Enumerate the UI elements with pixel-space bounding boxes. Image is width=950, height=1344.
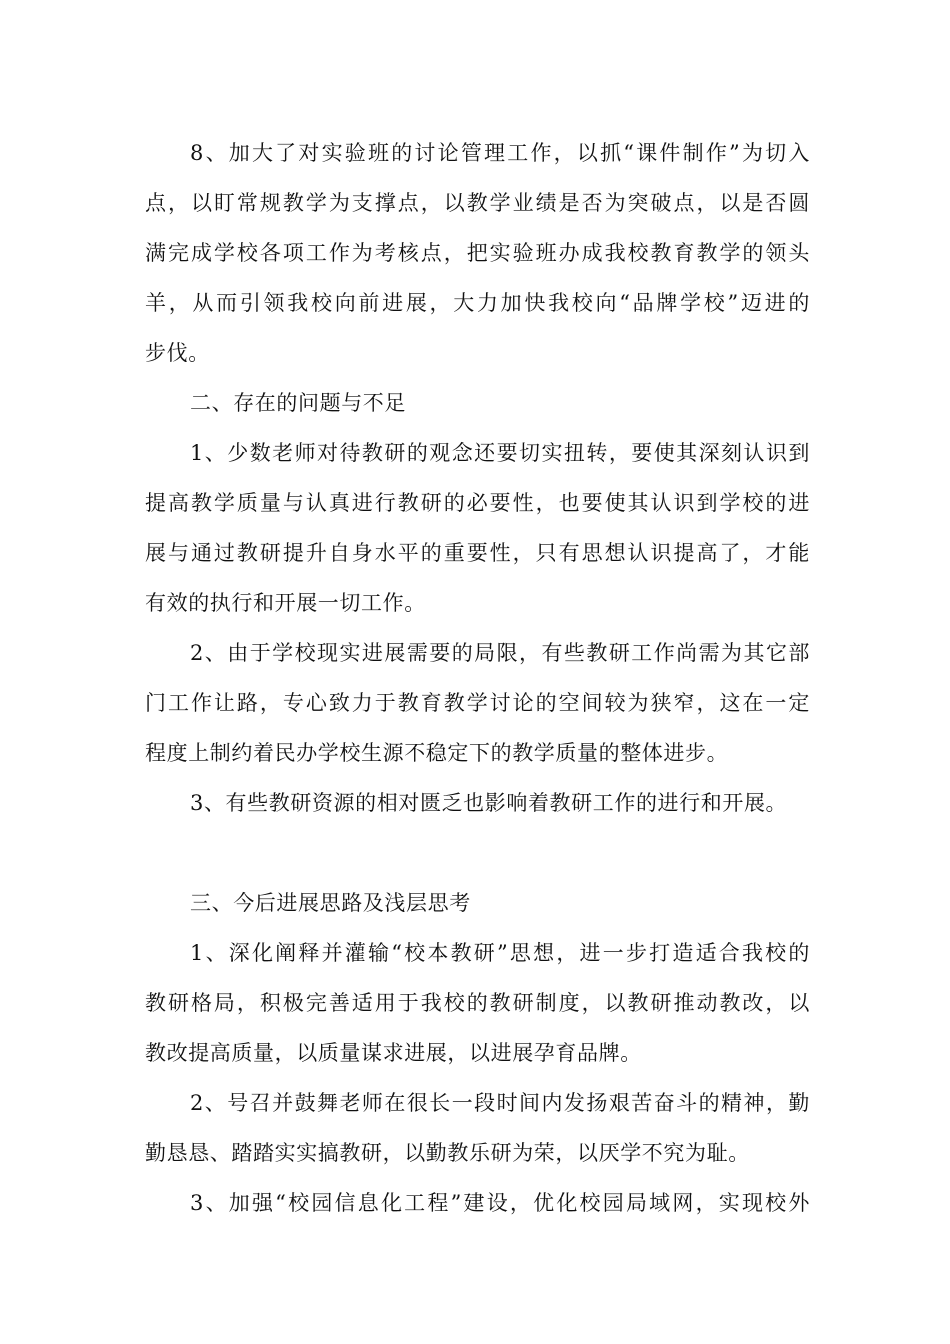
paragraph-line: 羊，从而引领我校向前进展，大力加快我校向“品牌学校”迈进的 xyxy=(145,291,810,315)
paragraph-line: 教改提高质量，以质量谋求进展，以进展孕育品牌。 xyxy=(145,1041,642,1065)
paragraph-line: 教研格局，积极完善适用于我校的教研制度，以教研推动教改，以 xyxy=(145,991,810,1015)
section-heading: 三、今后进展思路及浅层思考 xyxy=(190,891,471,915)
paragraph-line: 2、由于学校现实进展需要的局限，有些教研工作尚需为其它部 xyxy=(190,641,810,665)
section-heading: 二、存在的问题与不足 xyxy=(190,391,406,415)
paragraph-line: 3、加强“校园信息化工程”建设，优化校园局域网，实现校外 xyxy=(190,1191,810,1215)
paragraph-line: 勤恳恳、踏踏实实搞教研，以勤教乐研为荣，以厌学不究为耻。 xyxy=(145,1141,750,1165)
paragraph-line: 满完成学校各项工作为考核点，把实验班办成我校教育教学的领头 xyxy=(145,241,810,265)
paragraph-line: 步伐。 xyxy=(145,341,210,365)
paragraph-line: 门工作让路，专心致力于教育教学讨论的空间较为狭窄，这在一定 xyxy=(145,691,810,715)
paragraph-line: 点，以盯常规教学为支撑点，以教学业绩是否为突破点，以是否圆 xyxy=(145,191,810,215)
paragraph-line: 有效的执行和开展一切工作。 xyxy=(145,591,426,615)
paragraph-line: 8、加大了对实验班的讨论管理工作，以抓“课件制作”为切入 xyxy=(190,141,810,165)
paragraph-line: 1、深化阐释并灌输“校本教研”思想，进一步打造适合我校的 xyxy=(190,941,810,965)
paragraph-line: 提高教学质量与认真进行教研的必要性，也要使其认识到学校的进 xyxy=(145,491,810,515)
paragraph-line: 展与通过教研提升自身水平的重要性，只有思想认识提高了，才能 xyxy=(145,541,810,565)
paragraph-line: 3、有些教研资源的相对匮乏也影响着教研工作的进行和开展。 xyxy=(190,791,788,815)
paragraph-line: 2、号召并鼓舞老师在很长一段时间内发扬艰苦奋斗的精神，勤 xyxy=(190,1091,810,1115)
paragraph-line: 程度上制约着民办学校生源不稳定下的教学质量的整体进步。 xyxy=(145,741,729,765)
paragraph-line: 1、少数老师对待教研的观念还要切实扭转，要使其深刻认识到 xyxy=(190,441,810,465)
